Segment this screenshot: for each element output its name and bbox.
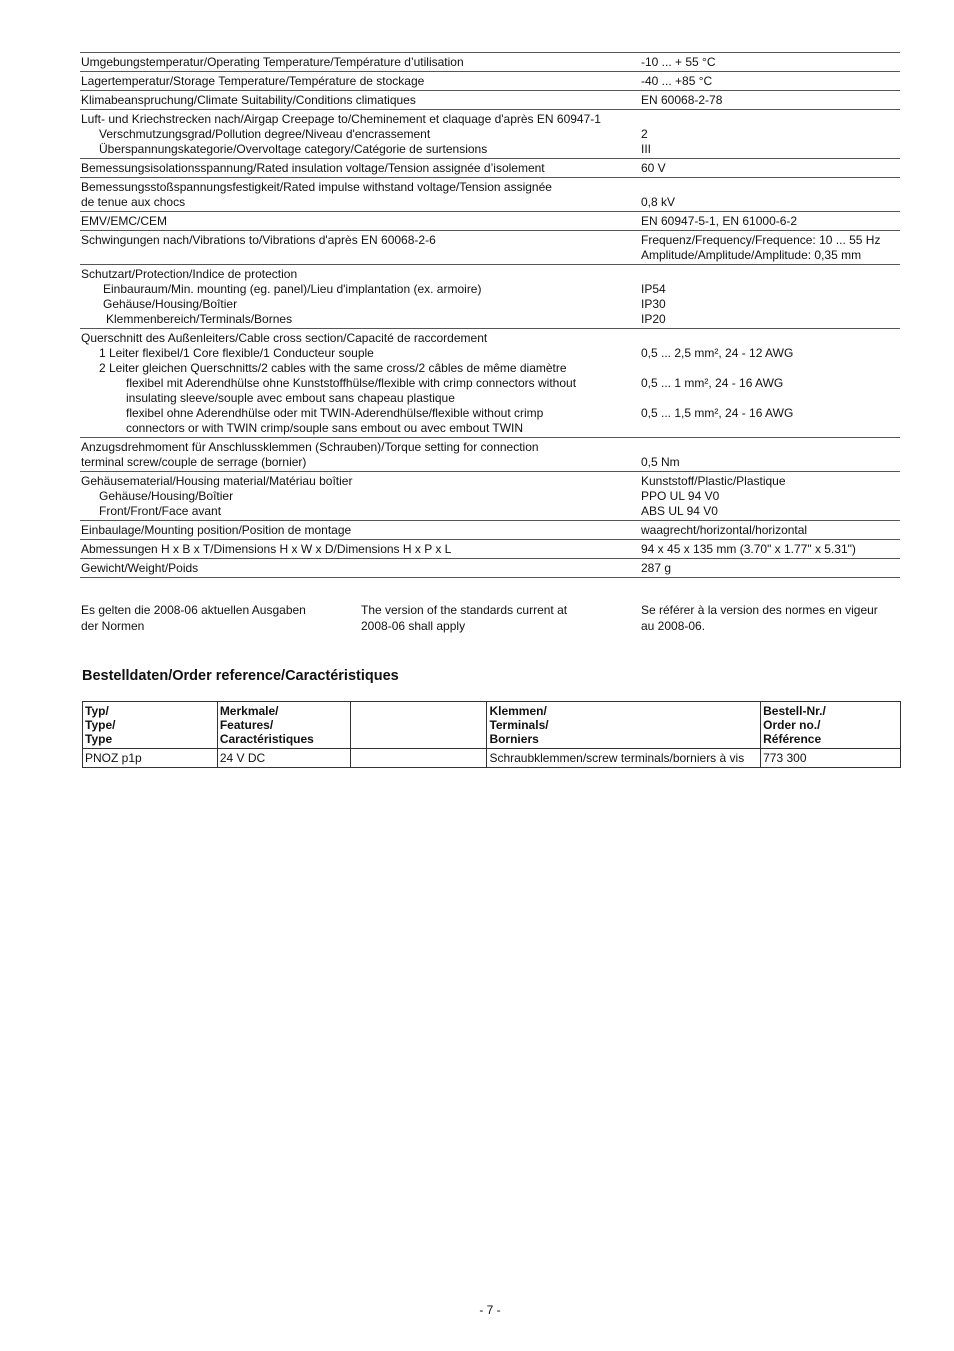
spec-label bbox=[80, 540, 641, 559]
order-header-cell bbox=[487, 702, 761, 749]
spec-label bbox=[80, 91, 641, 110]
spec-label-line: Gehäuse/Housing/Boîtier bbox=[103, 297, 238, 311]
spec-label bbox=[80, 212, 641, 231]
spec-value-line: Kunststoff/Plastic/Plastique bbox=[641, 474, 786, 488]
spec-value bbox=[641, 110, 900, 159]
spec-label-line: terminal screw/couple de serrage (bornier) bbox=[81, 455, 307, 469]
spec-value-line bbox=[641, 331, 899, 346]
spec-label-line: Bemessungsisolationsspannung/Rated insulation voltage/Tension assignée d’isolement bbox=[81, 161, 545, 175]
spec-label bbox=[80, 438, 641, 472]
spec-value-line: 0,8 kV bbox=[641, 195, 676, 209]
spec-label-line: Lagertemperatur/Storage Temperature/Température de stockage bbox=[81, 74, 425, 88]
spec-value-line: Frequenz/Frequency/Frequence: 10 ... 55 Hz bbox=[641, 233, 881, 247]
spec-value-line bbox=[641, 112, 899, 127]
spec-value bbox=[641, 212, 900, 231]
spec-value-line: -40 ... +85 °C bbox=[641, 74, 713, 88]
spec-value bbox=[641, 329, 900, 438]
order-header-line: Order no./ bbox=[763, 718, 821, 732]
spec-label bbox=[80, 72, 641, 91]
spec-label-line: flexibel ohne Aderendhülse oder mit TWIN-Aderendhülse/flexible without crimp bbox=[126, 406, 544, 420]
standards-fr-line: au 2008-06. bbox=[641, 619, 706, 633]
spec-row bbox=[80, 438, 900, 472]
spec-value-line: IP20 bbox=[641, 312, 666, 326]
spec-value bbox=[641, 91, 900, 110]
standards-en-line: 2008-06 shall apply bbox=[361, 619, 466, 633]
standards-en-line: The version of the standards current at bbox=[361, 603, 568, 617]
spec-value bbox=[641, 159, 900, 178]
spec-row bbox=[80, 265, 900, 329]
spec-label-line: Gehäuse/Housing/Boîtier bbox=[99, 489, 234, 503]
spec-value-line: PPO UL 94 V0 bbox=[641, 489, 720, 503]
spec-value-line: IP30 bbox=[641, 297, 666, 311]
spec-label-line: Überspannungskategorie/Overvoltage category/Catégorie de surtensions bbox=[99, 142, 488, 156]
spec-label-line: Klimabeanspruchung/Climate Suitability/Conditions climatiques bbox=[81, 93, 416, 107]
spec-value bbox=[641, 265, 900, 329]
spec-value bbox=[641, 231, 900, 265]
order-header-line bbox=[353, 704, 485, 718]
order-header-cell bbox=[83, 702, 218, 749]
spec-label-line: Einbaulage/Mounting position/Position de montage bbox=[81, 523, 352, 537]
standards-note bbox=[81, 602, 901, 634]
spec-value-line bbox=[641, 361, 899, 376]
spec-label bbox=[80, 472, 641, 521]
spec-value-line bbox=[641, 267, 899, 282]
order-header-line: Bestell-Nr./ bbox=[763, 704, 826, 718]
spec-label-line: Schwingungen nach/Vibrations to/Vibrations d'après EN 60068-2-6 bbox=[81, 233, 436, 247]
spec-value bbox=[641, 472, 900, 521]
spec-label bbox=[80, 329, 641, 438]
spec-label bbox=[80, 265, 641, 329]
order-cell: Schraubklemmen/screw terminals/borniers à vis bbox=[487, 749, 761, 768]
spec-label bbox=[80, 521, 641, 540]
spec-value-line: waagrecht/horizontal/horizontal bbox=[641, 523, 808, 537]
spec-label-line: 1 Leiter flexibel/1 Core flexible/1 Conducteur souple bbox=[99, 346, 374, 360]
order-cell bbox=[350, 749, 487, 768]
order-cell: 773 300 bbox=[761, 749, 901, 768]
spec-row bbox=[80, 559, 900, 578]
technical-specs-table bbox=[80, 52, 900, 578]
order-reference-title: Bestelldaten/Order reference/Caractéristiques bbox=[82, 668, 399, 684]
spec-row bbox=[80, 329, 900, 438]
standards-note-de bbox=[81, 602, 361, 634]
order-reference-table bbox=[82, 701, 901, 768]
spec-value-line: 0,5 ... 2,5 mm², 24 - 12 AWG bbox=[641, 346, 794, 360]
spec-label bbox=[80, 110, 641, 159]
order-header-row bbox=[83, 702, 901, 749]
order-header-line: Type bbox=[85, 732, 113, 746]
spec-label-line: Verschmutzungsgrad/Pollution degree/Niveau d'encrassement bbox=[99, 127, 431, 141]
spec-value bbox=[641, 72, 900, 91]
spec-value-line bbox=[641, 440, 899, 455]
spec-body bbox=[80, 53, 900, 578]
spec-value bbox=[641, 53, 900, 72]
spec-label-line: Querschnitt des Außenleiters/Cable cross section/Capacité de raccordement bbox=[81, 331, 488, 345]
order-header-line: Caractéristiques bbox=[219, 732, 314, 746]
spec-value-line: III bbox=[641, 142, 652, 156]
standards-de-line: Es gelten die 2008-06 aktuellen Ausgaben bbox=[81, 603, 306, 617]
standards-de-line: der Normen bbox=[81, 619, 145, 633]
spec-label-line: Gehäusematerial/Housing material/Matériau boîtier bbox=[81, 474, 353, 488]
spec-value-line: 0,5 Nm bbox=[641, 455, 680, 469]
order-header-cell bbox=[761, 702, 901, 749]
spec-value-line: 94 x 45 x 135 mm (3.70" x 1.77" x 5.31") bbox=[641, 542, 856, 556]
spec-row bbox=[80, 540, 900, 559]
spec-label bbox=[80, 178, 641, 212]
order-header-cell bbox=[217, 702, 350, 749]
spec-label-line: Abmessungen H x B x T/Dimensions H x W x D/Dimensions H x P x L bbox=[81, 542, 452, 556]
spec-row bbox=[80, 212, 900, 231]
spec-label-line: Front/Front/Face avant bbox=[99, 504, 222, 518]
spec-value-line: 60 V bbox=[641, 161, 666, 175]
spec-label-line: 2 Leiter gleichen Querschnitts/2 cables with the same cross/2 câbles de même diamètre bbox=[99, 361, 567, 375]
spec-label-line: insulating sleeve/souple avec embout sans chapeau plastique bbox=[126, 391, 455, 405]
order-header-line: Klemmen/ bbox=[489, 704, 547, 718]
spec-value-line: ABS UL 94 V0 bbox=[641, 504, 718, 518]
spec-row bbox=[80, 472, 900, 521]
spec-row bbox=[80, 53, 900, 72]
spec-label-line: Einbauraum/Min. mounting (eg. panel)/Lieu d'implantation (ex. armoire) bbox=[103, 282, 482, 296]
order-cell: PNOZ p1p bbox=[83, 749, 218, 768]
spec-label-line: Gewicht/Weight/Poids bbox=[81, 561, 199, 575]
spec-value bbox=[641, 521, 900, 540]
spec-row bbox=[80, 91, 900, 110]
spec-label-line: Bemessungsstoßspannungsfestigkeit/Rated impulse withstand voltage/Tension assignée bbox=[81, 180, 552, 194]
spec-value-line bbox=[641, 180, 899, 195]
standards-fr-line: Se référer à la version des normes en vigeur bbox=[641, 603, 878, 617]
spec-label-line: EMV/EMC/CEM bbox=[81, 214, 168, 228]
spec-value-line: 0,5 ... 1,5 mm², 24 - 16 AWG bbox=[641, 406, 794, 420]
order-header-line: Merkmale/ bbox=[219, 704, 279, 718]
order-header-line: Typ/ bbox=[85, 704, 109, 718]
spec-label bbox=[80, 159, 641, 178]
spec-value bbox=[641, 540, 900, 559]
spec-value-line: -10 ... + 55 °C bbox=[641, 55, 716, 69]
spec-value-line bbox=[641, 391, 899, 406]
spec-label-line: de tenue aux chocs bbox=[81, 195, 186, 209]
order-header-line: Référence bbox=[763, 732, 822, 746]
spec-value-line: IP54 bbox=[641, 282, 666, 296]
standards-note-en bbox=[361, 602, 641, 634]
spec-label bbox=[80, 53, 641, 72]
spec-label-line: connectors or with TWIN crimp/souple sans embout ou avec embout TWIN bbox=[126, 421, 524, 435]
page-number: - 7 - bbox=[479, 1303, 501, 1317]
spec-label-line: Schutzart/Protection/Indice de protection bbox=[81, 267, 298, 281]
spec-row bbox=[80, 159, 900, 178]
spec-value bbox=[641, 178, 900, 212]
spec-value bbox=[641, 438, 900, 472]
order-body bbox=[83, 749, 901, 768]
spec-row bbox=[80, 72, 900, 91]
spec-row bbox=[80, 231, 900, 265]
order-cell: 24 V DC bbox=[217, 749, 350, 768]
spec-value-line: 0,5 ... 1 mm², 24 - 16 AWG bbox=[641, 376, 784, 390]
order-row bbox=[83, 749, 901, 768]
spec-row bbox=[80, 178, 900, 212]
spec-value-line: Amplitude/Amplitude/Amplitude: 0,35 mm bbox=[641, 248, 862, 262]
spec-label bbox=[80, 559, 641, 578]
order-header-cell bbox=[350, 702, 487, 749]
spec-value bbox=[641, 559, 900, 578]
order-header-line: Features/ bbox=[219, 718, 274, 732]
spec-label-line: Klemmenbereich/Terminals/Bornes bbox=[106, 312, 293, 326]
spec-value-line: EN 60947-5-1, EN 61000-6-2 bbox=[641, 214, 798, 228]
spec-value-line: EN 60068-2-78 bbox=[641, 93, 723, 107]
standards-note-fr bbox=[641, 602, 901, 634]
spec-value-line: 2 bbox=[641, 127, 648, 141]
order-header-line: Terminals/ bbox=[489, 718, 549, 732]
spec-label-line: flexibel mit Aderendhülse ohne Kunststoffhülse/flexible with crimp connectors without bbox=[126, 376, 577, 390]
spec-label-line: Umgebungstemperatur/Operating Temperature/Température d’utilisation bbox=[81, 55, 464, 69]
spec-value-line: 287 g bbox=[641, 561, 672, 575]
spec-row bbox=[80, 521, 900, 540]
spec-value-line bbox=[641, 421, 899, 436]
order-header-line: Type/ bbox=[85, 718, 116, 732]
spec-label-line: Anzugsdrehmoment für Anschlussklemmen (Schrauben)/Torque setting for connection bbox=[81, 440, 539, 454]
spec-row bbox=[80, 110, 900, 159]
order-header-line: Borniers bbox=[489, 732, 539, 746]
spec-label-line: Luft- und Kriechstrecken nach/Airgap Creepage to/Cheminement et claquage d'après EN 60947-1 bbox=[81, 112, 601, 126]
spec-label bbox=[80, 231, 641, 265]
